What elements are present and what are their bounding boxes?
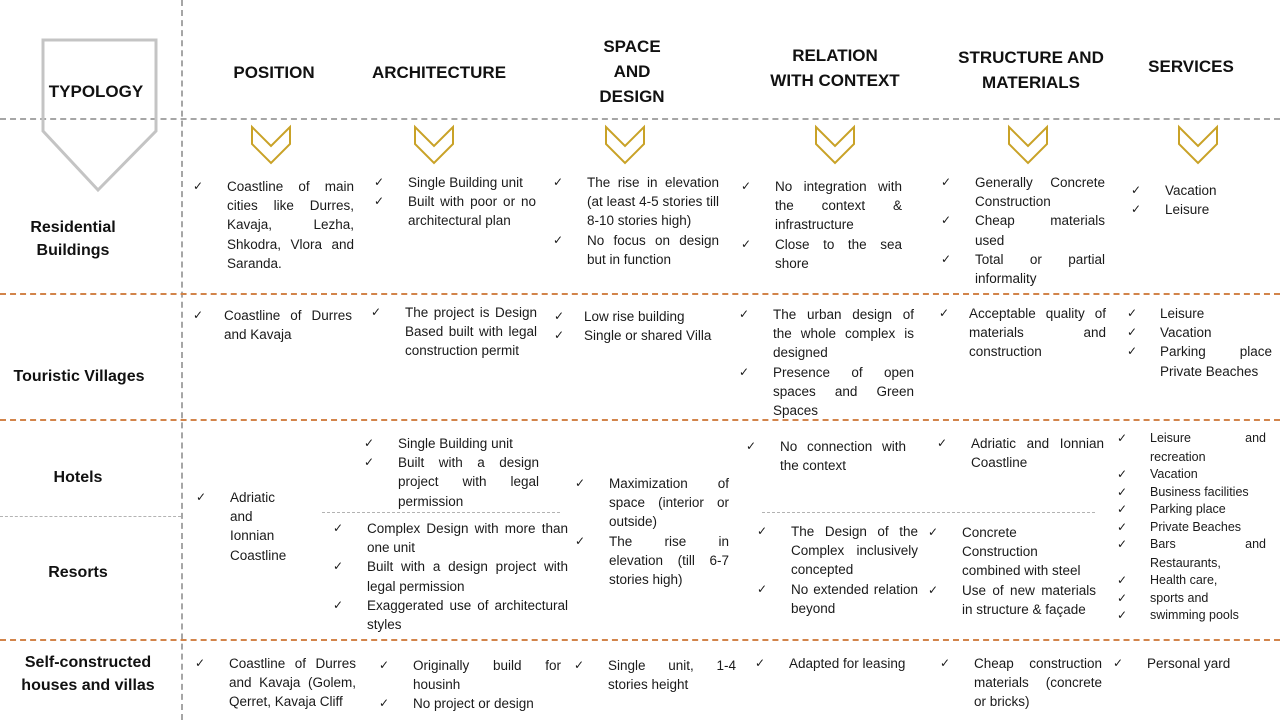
list-item (554, 326, 715, 345)
list-item (364, 434, 539, 453)
checkmark-icon: ✓ (333, 597, 344, 612)
residential-architecture-cell (374, 173, 536, 231)
item-text: No focus on design but in function (587, 232, 719, 267)
row-divider-2 (0, 419, 1280, 421)
touristic-relation-cell (739, 305, 914, 420)
item-text: Cheap construction materials (concrete or bricks) (974, 656, 1102, 710)
list-item (939, 304, 1106, 362)
hotels-resorts-shared-services-cell (1117, 429, 1266, 625)
residential-space-cell (553, 173, 719, 269)
list-item (741, 235, 902, 273)
checkmark-icon: ✓ (1117, 431, 1128, 445)
item-text: The rise in elevation (till 6-7 stories high) (609, 533, 729, 588)
typology-pentagon-shape (40, 38, 160, 194)
checkmark-icon: ✓ (379, 696, 390, 711)
item-text: Single unit, 1-4 stories height (608, 658, 736, 693)
list-item (1127, 304, 1272, 323)
list-item (333, 519, 568, 557)
item-text: Bars and Restaurants, (1150, 537, 1266, 570)
item-text: No project or design (413, 696, 534, 712)
checkmark-icon: ✓ (739, 307, 750, 321)
list-item (739, 305, 914, 363)
resorts-structure-cell (928, 523, 1096, 619)
list-item (941, 173, 1105, 211)
item-text: Single or shared Villa (584, 328, 712, 344)
checkmark-icon: ✓ (741, 179, 752, 193)
selfbuilt-structure-cell (940, 654, 1102, 712)
list-item (1113, 654, 1247, 673)
list-item (941, 211, 1105, 249)
selfbuilt-space-cell (574, 656, 736, 694)
list-item (757, 580, 918, 618)
checkmark-icon: ✓ (939, 306, 950, 320)
item-text: Acceptable quality of materials and construction (969, 306, 1106, 360)
checkmark-icon: ✓ (193, 179, 204, 193)
checkmark-icon: ✓ (1127, 325, 1138, 340)
typology-column-divider (181, 0, 183, 720)
item-text: The rise in elevation (at least 4-5 stories till 8-10 stories high) (587, 175, 719, 229)
touristic-architecture-cell (371, 303, 537, 361)
checkmark-icon: ✓ (757, 581, 768, 596)
item-text: Presence of open spaces and Green Spaces (773, 364, 914, 419)
item-text: Single Building unit (408, 175, 523, 190)
item-text: Leisure (1160, 306, 1205, 321)
item-text: Leisure and recreation (1150, 431, 1266, 464)
item-text: Built with a design project with legal permission (398, 455, 539, 509)
item-text: Exaggerated use of architectural styles (367, 597, 568, 633)
item-text: Generally Concrete Construction (975, 175, 1105, 210)
header-structure-and-materials: STRUCTURE AND MATERIALS (958, 48, 1104, 92)
hotels-relation-cell (746, 437, 906, 475)
checkmark-icon: ✓ (941, 251, 952, 266)
list-item (554, 307, 715, 326)
item-text: Parking place (1150, 502, 1226, 516)
hotels-architecture-cell (364, 434, 539, 511)
item-text: Parking place Private Beaches (1160, 344, 1272, 379)
list-item (575, 532, 729, 590)
residential-position-cell (193, 177, 354, 273)
checkmark-icon: ✓ (574, 658, 585, 672)
list-item (928, 581, 1096, 619)
list-item (1117, 606, 1266, 625)
list-item (195, 654, 356, 712)
row-label-self-constructed: Self-constructed houses and villas (21, 654, 155, 694)
touristic-services-cell (1127, 304, 1272, 381)
header-architecture: ARCHITECTURE (371, 63, 507, 82)
row-divider-3 (0, 639, 1280, 641)
checkmark-icon: ✓ (371, 305, 382, 319)
checkmark-icon: ✓ (941, 213, 952, 228)
item-text: Vacation (1165, 183, 1217, 198)
list-item (196, 488, 292, 565)
list-item (940, 654, 1102, 712)
list-item (746, 437, 906, 475)
item-text: Adriatic and Ionnian Coastline (971, 436, 1104, 471)
list-item (1117, 571, 1266, 590)
item-text: Complex Design with more than one unit (367, 521, 568, 556)
item-text: Adriatic and Ionnian Coastline (230, 490, 287, 563)
list-item (741, 177, 902, 235)
checkmark-icon: ✓ (757, 524, 768, 538)
hotel-resort-divider-arch (322, 512, 560, 513)
checkmark-icon: ✓ (575, 533, 586, 548)
list-item (941, 250, 1105, 288)
item-text: swimming pools (1150, 608, 1239, 622)
list-item (553, 231, 719, 269)
item-text: Vacation (1160, 325, 1212, 341)
item-text: Health care, (1150, 573, 1218, 587)
checkmark-icon: ✓ (364, 436, 375, 450)
item-text: Originally build for housinh (413, 658, 561, 693)
list-item (333, 596, 568, 634)
resorts-relation-cell (757, 522, 918, 618)
header-space-and-design: SPACE AND DESIGN (599, 37, 665, 106)
checkmark-icon: ✓ (928, 582, 939, 597)
hotels-structure-cell (937, 434, 1104, 472)
chevron-down-icon (605, 126, 645, 166)
row-divider-1 (0, 293, 1280, 295)
list-item (379, 694, 561, 713)
list-item (1117, 589, 1266, 608)
checkmark-icon: ✓ (1131, 183, 1142, 197)
checkmark-icon: ✓ (364, 455, 375, 470)
selfbuilt-relation-cell (755, 654, 929, 673)
checkmark-icon: ✓ (928, 525, 939, 539)
item-text: Coastline of main cities like Durres, Kavaja, Lezha, Shkodra, Vlora and Saranda. (227, 179, 354, 271)
checkmark-icon: ✓ (554, 309, 565, 323)
list-item (1117, 429, 1266, 466)
list-item (739, 363, 914, 421)
checkmark-icon: ✓ (1127, 344, 1138, 359)
selfbuilt-position-cell (195, 654, 356, 712)
header-divider (0, 118, 1280, 120)
list-item (374, 192, 536, 230)
list-item (1127, 342, 1272, 380)
checkmark-icon: ✓ (741, 236, 752, 251)
checkmark-icon: ✓ (193, 308, 204, 322)
checkmark-icon: ✓ (553, 175, 564, 189)
item-text: sports and (1150, 590, 1209, 605)
list-item (574, 656, 736, 694)
checkmark-icon: ✓ (1117, 537, 1128, 551)
row-label-resorts: Resorts (48, 564, 108, 581)
list-item (193, 177, 354, 273)
header-relation-with-context: RELATION WITH CONTEXT (770, 46, 900, 90)
item-text: Total or partial informality (975, 251, 1105, 287)
checkmark-icon: ✓ (195, 656, 206, 670)
item-text: Maximization of space (interior or outside) (609, 476, 729, 530)
item-text: The urban design of the whole complex is designed (773, 307, 914, 361)
item-text: Leisure (1165, 202, 1210, 218)
checkmark-icon: ✓ (1117, 590, 1128, 605)
chevron-down-icon (1008, 126, 1048, 166)
checkmark-icon: ✓ (941, 175, 952, 189)
checkmark-icon: ✓ (1113, 656, 1124, 670)
list-item (374, 173, 536, 192)
item-text: Single Building unit (398, 436, 513, 451)
item-text: The project is Design Based built with legal construction permit (405, 305, 537, 359)
list-item (1117, 500, 1266, 519)
item-text: Coastline of Durres and Kavaja (Golem, Qerret, Kavaja Cliff (229, 656, 356, 710)
resorts-architecture-cell (333, 519, 568, 634)
checkmark-icon: ✓ (746, 439, 757, 453)
touristic-structure-cell (939, 304, 1106, 362)
hotel-resort-divider-relation (762, 512, 1095, 513)
item-text: Close to the sea shore (775, 236, 902, 271)
item-text: Cheap materials used (975, 213, 1105, 248)
item-text: Use of new materials in structure & façade (962, 582, 1096, 617)
row-label-hotels: Hotels (53, 469, 103, 486)
item-text: Vacation (1150, 467, 1198, 481)
list-item (1131, 200, 1245, 219)
item-text: Coastline of Durres and Kavaja (224, 308, 352, 343)
list-item (1131, 181, 1245, 200)
item-text: No connection with the context (780, 439, 906, 474)
checkmark-icon: ✓ (196, 490, 207, 504)
chevron-down-icon (251, 126, 291, 166)
item-text: Personal yard (1147, 656, 1231, 671)
chevron-down-icon (1178, 126, 1218, 166)
item-text: Adapted for leasing (789, 656, 906, 671)
chevron-down-icon (815, 126, 855, 166)
header-services: SERVICES (1148, 57, 1234, 76)
checkmark-icon: ✓ (755, 656, 766, 670)
checkmark-icon: ✓ (1117, 502, 1128, 516)
chevron-down-icon (414, 126, 454, 166)
list-item (575, 474, 729, 532)
residential-services-cell (1131, 181, 1245, 219)
checkmark-icon: ✓ (739, 364, 750, 379)
list-item (379, 656, 561, 694)
checkmark-icon: ✓ (1117, 467, 1128, 481)
list-item (937, 434, 1104, 472)
row-label-touristic-villages: Touristic Villages (13, 368, 145, 385)
list-item (757, 522, 918, 580)
item-text: Business facilities (1150, 484, 1249, 499)
list-item (1117, 518, 1266, 537)
touristic-space-cell (554, 307, 715, 345)
header-position: POSITION (233, 63, 315, 82)
list-item (193, 306, 352, 344)
checkmark-icon: ✓ (1117, 573, 1128, 587)
item-text: Low rise building (584, 309, 685, 324)
list-item (1117, 535, 1266, 572)
checkmark-icon: ✓ (575, 476, 586, 490)
hotels-resorts-shared-position-cell (196, 488, 292, 565)
touristic-position-cell (193, 306, 352, 344)
typology-title: TYPOLOGY (48, 82, 144, 101)
checkmark-icon: ✓ (1127, 306, 1138, 320)
residential-structure-cell (941, 173, 1105, 288)
item-text: Concrete Construction combined with steel (962, 525, 1081, 579)
list-item (755, 654, 929, 673)
hotel-resort-divider-left (0, 516, 181, 517)
checkmark-icon: ✓ (374, 175, 385, 189)
checkmark-icon: ✓ (554, 328, 565, 343)
checkmark-icon: ✓ (553, 232, 564, 247)
list-item (1117, 465, 1266, 484)
checkmark-icon: ✓ (1131, 202, 1142, 217)
checkmark-icon: ✓ (1117, 519, 1128, 534)
selfbuilt-services-cell (1113, 654, 1247, 673)
item-text: No integration with the context & infrastructure (775, 179, 902, 233)
list-item (1117, 483, 1266, 502)
item-text: The Design of the Complex inclusively concepted (791, 524, 918, 578)
checkmark-icon: ✓ (333, 559, 344, 574)
checkmark-icon: ✓ (379, 658, 390, 672)
list-item (1127, 323, 1272, 342)
item-text: Private Beaches (1150, 519, 1242, 534)
list-item (928, 523, 1096, 581)
checkmark-icon: ✓ (333, 521, 344, 535)
hotels-resorts-shared-space-cell (575, 474, 729, 589)
selfbuilt-architecture-cell (379, 656, 561, 714)
list-item (364, 453, 539, 511)
checkmark-icon: ✓ (940, 656, 951, 670)
list-item (371, 303, 537, 361)
residential-relation-cell (741, 177, 902, 273)
list-item (553, 173, 719, 231)
checkmark-icon: ✓ (1117, 484, 1128, 499)
list-item (333, 557, 568, 595)
row-label-residential: Residential Buildings (30, 219, 116, 259)
item-text: No extended relation beyond (791, 581, 918, 616)
item-text: Built with a design project with legal permission (367, 559, 568, 594)
checkmark-icon: ✓ (374, 194, 385, 209)
checkmark-icon: ✓ (1117, 608, 1128, 622)
item-text: Built with poor or no architectural plan (408, 194, 536, 229)
checkmark-icon: ✓ (937, 436, 948, 450)
